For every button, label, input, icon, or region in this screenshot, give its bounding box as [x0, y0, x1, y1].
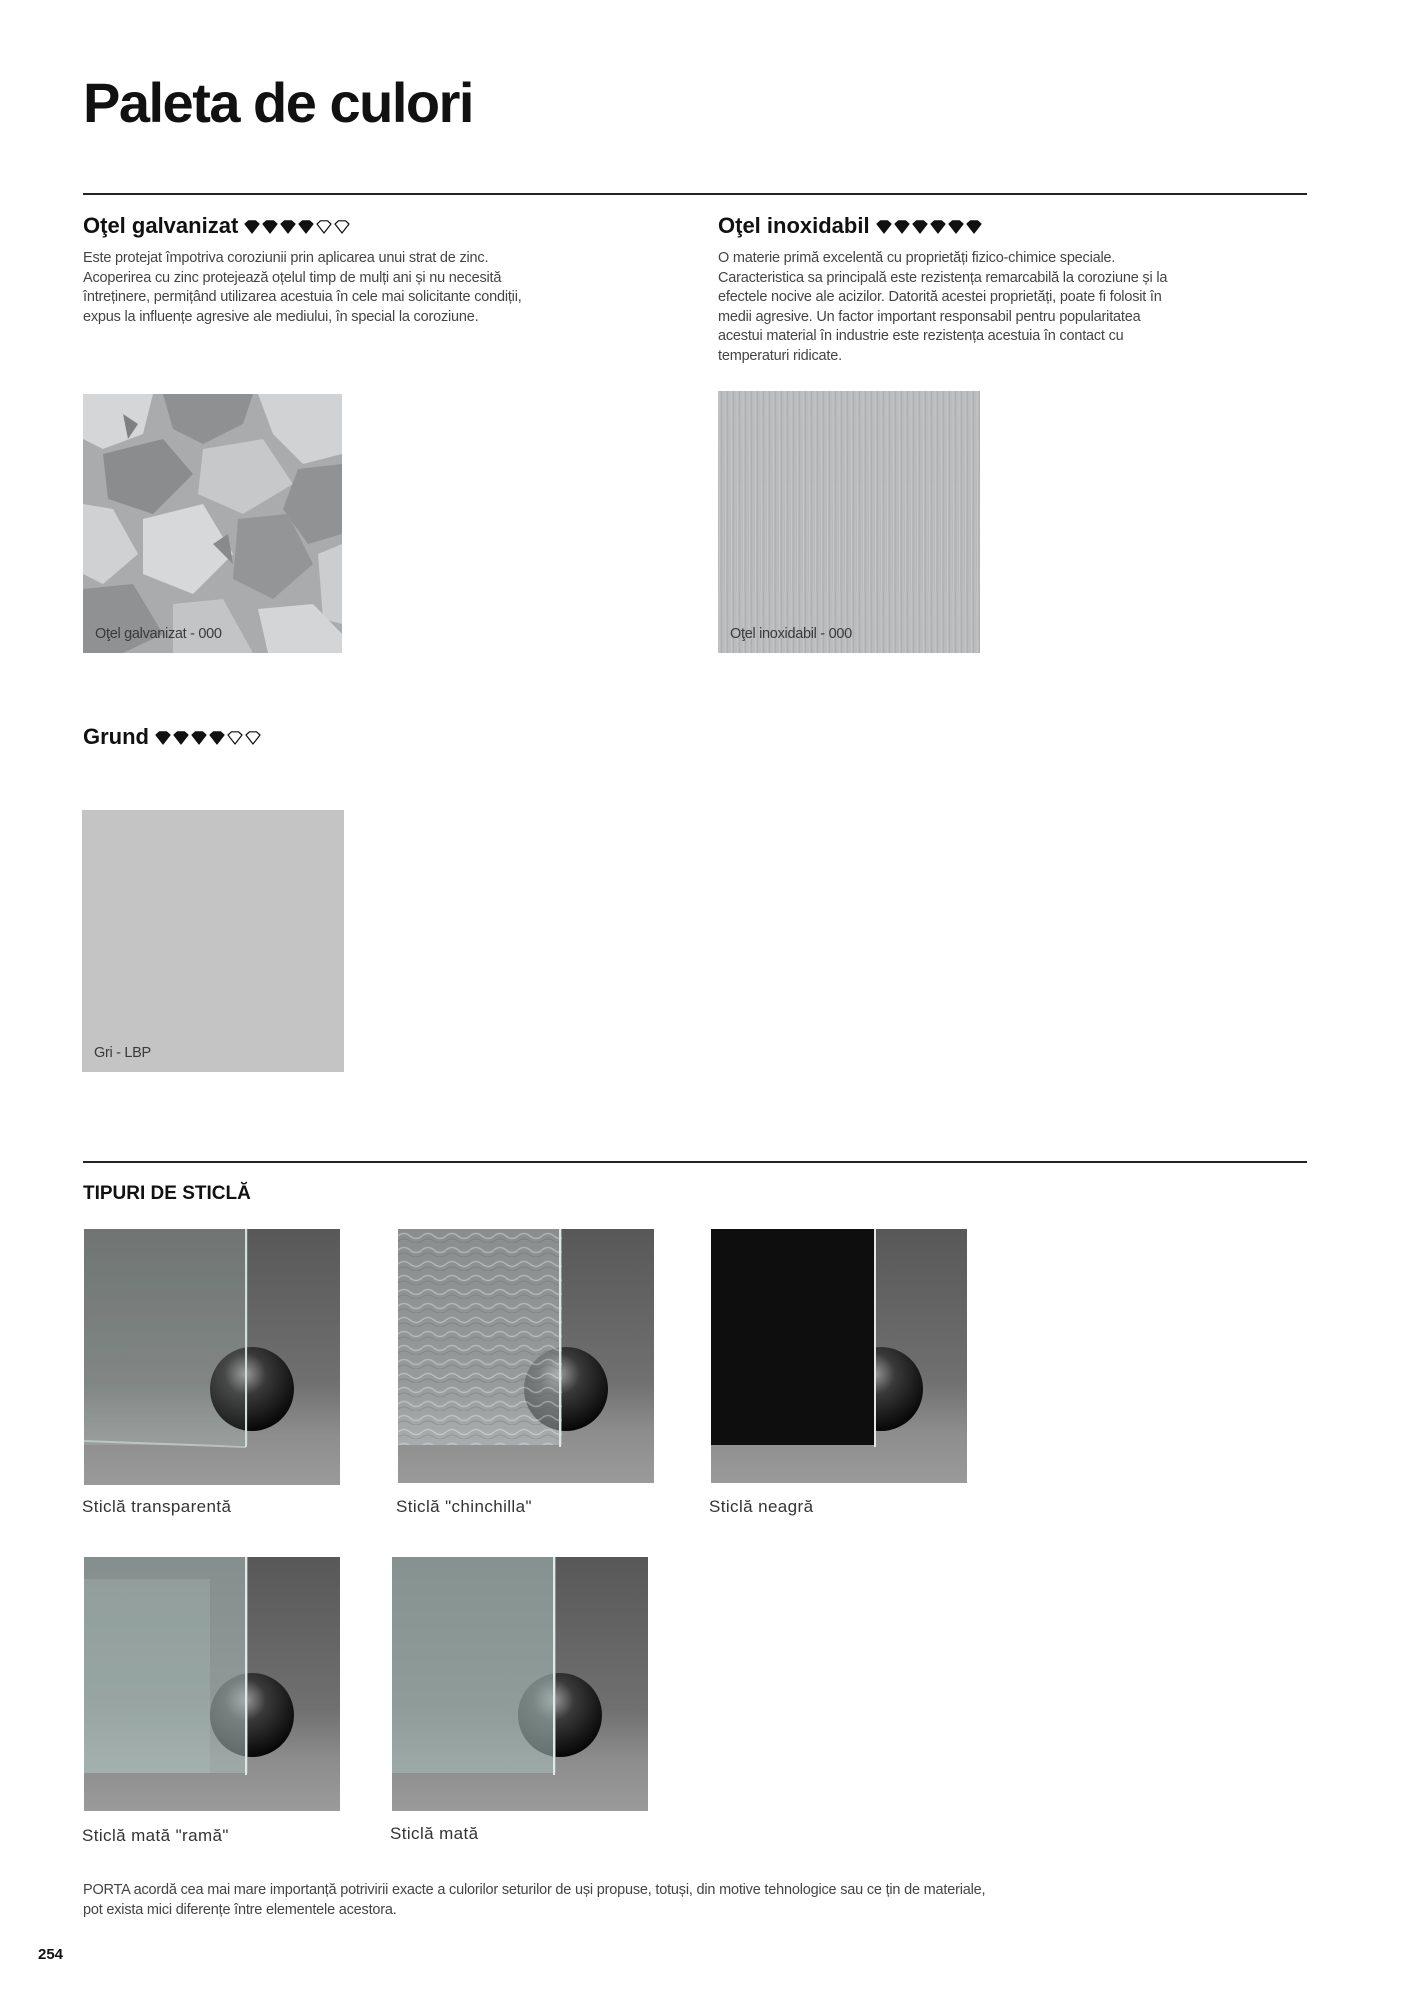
- footer-note: [83, 1881, 1283, 1920]
- galvanized-swatch-label: Oţel galvanizat - 000: [95, 626, 222, 642]
- stainless-section-title: [718, 213, 984, 240]
- stainless-swatch: [718, 391, 980, 653]
- frame-frosted-glass-image: [84, 1557, 340, 1811]
- primer-swatch: [82, 810, 344, 1072]
- diamond-filled-icon: [931, 221, 945, 233]
- diamond-filled-icon: [192, 732, 206, 744]
- galvanized-title: Oţel galvanizat: [83, 213, 239, 238]
- galvanized-desc-line: Acoperirea cu zinc protejează oțelul timp de mulți ani și nu necesită: [83, 269, 502, 286]
- primer-title: Grund: [83, 724, 149, 749]
- stainless-texture: [718, 391, 980, 653]
- diamond-filled-icon: [877, 221, 891, 233]
- diamond-filled-icon: [913, 221, 927, 233]
- diamond-empty-icon: [317, 221, 331, 233]
- stainless-description: [718, 249, 1278, 366]
- galvanized-rating: [244, 214, 352, 240]
- glass-caption: Sticlă mată: [390, 1824, 479, 1843]
- diamond-filled-icon: [174, 732, 188, 744]
- stainless-desc-line: medii agresive. Un factor important responsabil pentru popularitatea: [718, 308, 1141, 325]
- diamond-filled-icon: [967, 221, 981, 233]
- glass-caption: Sticlă mată "ramă": [82, 1826, 229, 1845]
- diamond-filled-icon: [949, 221, 963, 233]
- primer-section-title: [83, 724, 263, 751]
- stainless-title: Oţel inoxidabil: [718, 213, 870, 238]
- stainless-desc-line: O materie primă excelentă cu proprietăți fizico-chimice speciale.: [718, 250, 1116, 266]
- galvanized-section-title: [83, 213, 352, 240]
- top-divider: [83, 193, 1307, 195]
- galvanized-desc-line: întreținere, permițând utilizarea acestuia în cele mai solicitante condiții,: [83, 289, 522, 305]
- stainless-desc-line: Caracteristica sa principală este rezistența remarcabilă la coroziune și la: [718, 269, 1168, 286]
- galvanized-desc-line: expus la influențe agresive ale mediului, în special la coroziune.: [83, 308, 479, 325]
- glass-caption: Sticlă neagră: [709, 1497, 814, 1516]
- stainless-swatch-label: Oţel inoxidabil - 000: [730, 626, 852, 642]
- diamond-filled-icon: [245, 221, 259, 233]
- stainless-rating: [876, 214, 984, 240]
- diamond-empty-icon: [335, 221, 349, 233]
- primer-rating: [155, 725, 263, 751]
- rating-diamonds: [876, 220, 984, 234]
- stainless-desc-line: efectele nocive ale acizilor. Datorită acestei proprietăți, poate fi folosit în: [718, 289, 1162, 305]
- page-title: Paleta de culori: [83, 71, 473, 134]
- galvanized-swatch: [83, 394, 342, 653]
- diamond-filled-icon: [299, 221, 313, 233]
- stainless-desc-line: acestui material în industrie este rezistența acestuia în contact cu: [718, 328, 1124, 344]
- diamond-filled-icon: [210, 732, 224, 744]
- footer-note-line: pot exista mici diferențe între elementele acestora.: [83, 1901, 397, 1918]
- diamond-filled-icon: [156, 732, 170, 744]
- glass-caption: Sticlă "chinchilla": [396, 1497, 532, 1516]
- frosted-glass-image: [392, 1557, 648, 1811]
- footer-note-line: PORTA acordă cea mai mare importanță potrivirii exacte a culorilor seturilor de uși propuse, totuși, din motive tehnologice sau ce țin de materiale,: [83, 1882, 986, 1898]
- glass-heading: TIPURI DE STICLĂ: [83, 1183, 251, 1204]
- clear-glass-image: [84, 1229, 340, 1485]
- galvanized-texture: [83, 394, 342, 653]
- diamond-filled-icon: [263, 221, 277, 233]
- diamond-empty-icon: [246, 732, 260, 744]
- rating-diamonds: [244, 220, 352, 234]
- black-glass-image: [711, 1229, 967, 1483]
- page-number: 254: [38, 1946, 64, 1963]
- primer-swatch-label: Gri - LBP: [94, 1045, 151, 1061]
- diamond-filled-icon: [895, 221, 909, 233]
- glass-caption: Sticlă transparentă: [82, 1497, 232, 1516]
- diamond-empty-icon: [228, 732, 242, 744]
- galvanized-desc-line: Este protejat împotriva coroziunii prin aplicarea unui strat de zinc.: [83, 250, 489, 266]
- galvanized-description: [83, 249, 623, 327]
- stainless-desc-line: temperaturi ridicate.: [718, 347, 842, 364]
- glass-divider: [83, 1161, 1307, 1163]
- rating-diamonds: [155, 731, 263, 745]
- textured-glass-image: [398, 1229, 654, 1483]
- diamond-filled-icon: [281, 221, 295, 233]
